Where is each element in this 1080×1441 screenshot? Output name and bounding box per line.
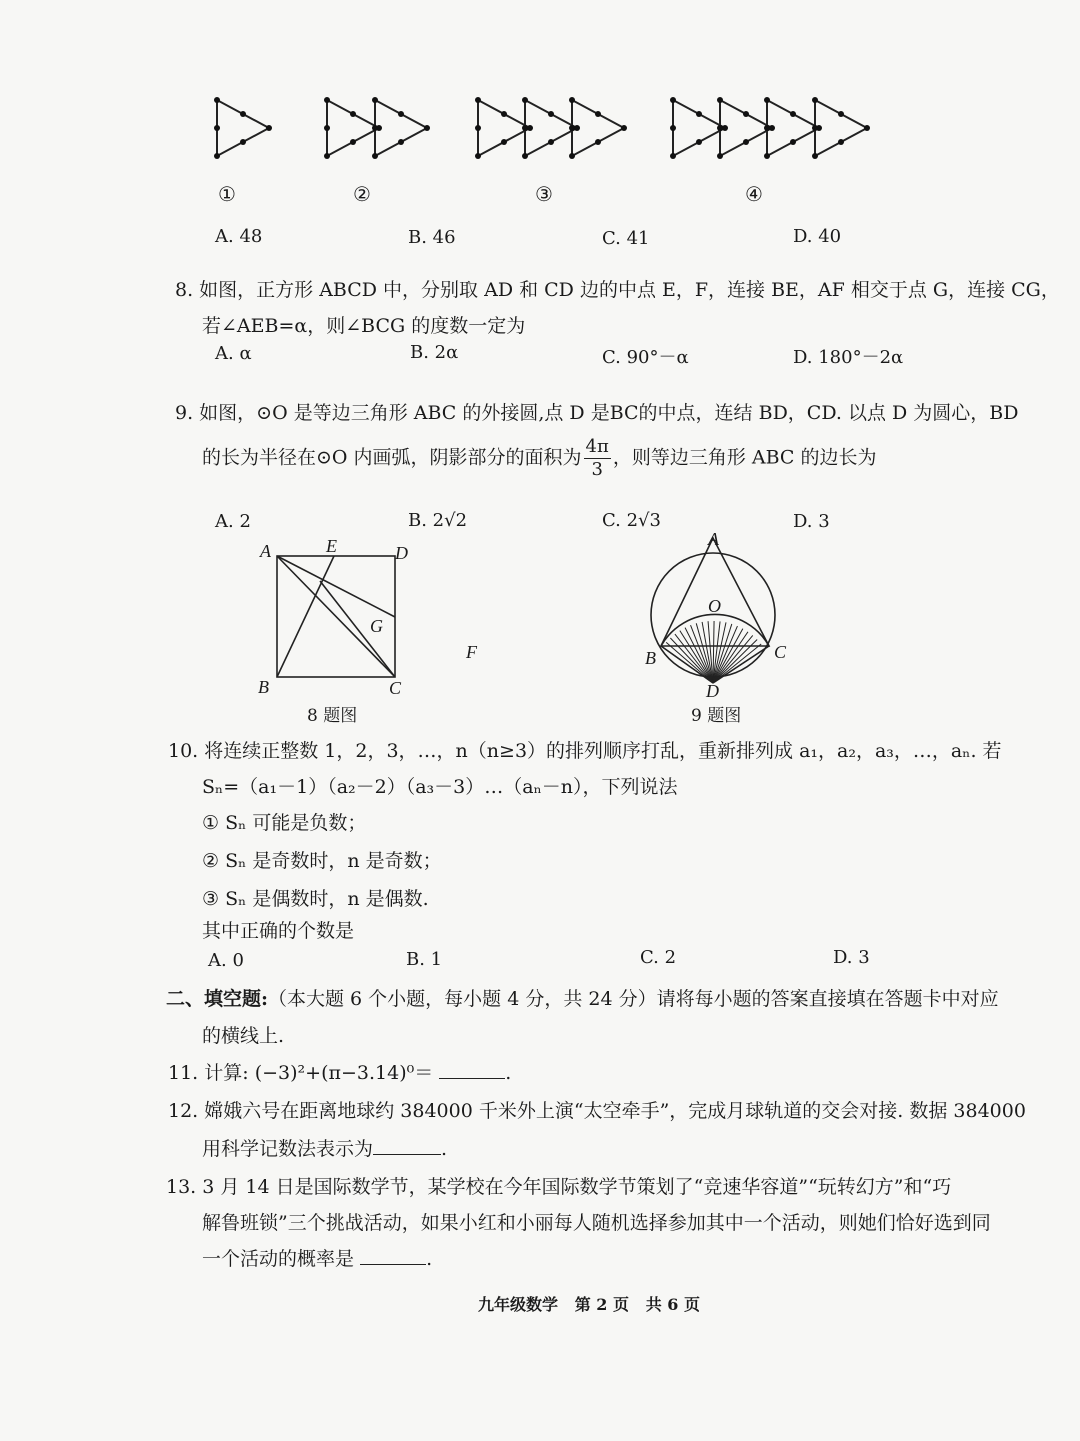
q10-item-1: ① Sₙ 可能是负数； xyxy=(202,812,367,834)
pattern-label-2: ② xyxy=(353,182,371,206)
q8-line-2: 若∠AEB=α，则∠BCG 的度数一定为 xyxy=(202,315,526,337)
q8-option-a[interactable]: A. α xyxy=(215,343,252,364)
q10-option-c[interactable]: C. 2 xyxy=(640,947,677,968)
q7-option-d[interactable]: D. 40 xyxy=(793,226,842,247)
q10-line-2: Sₙ=（a₁－1）（a₂－2）（a₃－3）…（aₙ－n），下列说法 xyxy=(202,776,678,798)
section-2-text-2: 的横线上. xyxy=(202,1025,285,1047)
fig8-label-d: D xyxy=(395,543,408,563)
fig9-label-b: B xyxy=(645,648,656,668)
fig8-label-e: E xyxy=(326,536,337,556)
section-2-heading-line xyxy=(166,984,999,1011)
q12-line-2 xyxy=(202,1134,447,1161)
page-footer: 九年级数学 第 2 页 共 6 页 xyxy=(478,1295,700,1314)
q10-item-3: ③ Sₙ 是偶数时，n 是偶数. xyxy=(202,888,429,910)
q13-line-3-text: 一个活动的概率是 xyxy=(202,1248,355,1270)
q9-option-d[interactable]: D. 3 xyxy=(793,511,830,532)
q8-option-b[interactable]: B. 2α xyxy=(410,342,459,363)
fig8-label-g: G xyxy=(370,616,383,636)
q10-option-b[interactable]: B. 1 xyxy=(406,949,443,970)
q10-line-1: 10. 将连续正整数 1，2，3，…，n（n≥3）的排列顺序打乱，重新排列成 a₁，a₂，a₃，…，aₙ. 若 xyxy=(168,740,1002,762)
q13-end: . xyxy=(426,1248,433,1270)
q13-line-3 xyxy=(202,1244,432,1271)
shade-line xyxy=(662,647,713,683)
q9-fraction-numerator: 4π xyxy=(585,436,609,457)
fig8-label-b: B xyxy=(258,677,269,697)
q10-item-2: ② Sₙ 是奇数时，n 是奇数； xyxy=(202,850,442,872)
q12-line-2-text: 用科学记数法表示为 xyxy=(202,1138,374,1160)
q7-option-c[interactable]: C. 41 xyxy=(602,228,650,249)
q10-option-d[interactable]: D. 3 xyxy=(833,947,870,968)
fig9-label-a: A xyxy=(708,529,719,549)
q9-option-c[interactable]: C. 2√3 xyxy=(602,510,661,531)
q9-line-2-post: ，则等边三角形 ABC 的边长为 xyxy=(612,446,877,469)
fig9-label-d: D xyxy=(706,681,719,701)
q7-option-a[interactable]: A. 48 xyxy=(215,226,263,247)
fig9-label-c: C xyxy=(774,642,787,662)
section-2-text: （本大题 6 个小题，每小题 4 分，共 24 分）请将每小题的答案直接填在答题卡中对应 xyxy=(268,988,999,1010)
pattern-label-1: ① xyxy=(218,182,236,206)
shade-line xyxy=(675,634,713,683)
fig8-label-c: C xyxy=(389,678,402,698)
section-2-heading: 二、填空题: xyxy=(166,988,269,1010)
triangle-abc xyxy=(661,538,769,646)
q8-option-c[interactable]: C. 90°－α xyxy=(602,347,689,368)
fig9-caption: 9 题图 xyxy=(691,706,742,726)
q9-line-1: 9. 如图，⊙O 是等边三角形 ABC 的外接圆,点 D 是BC的中点，连结 BD，CD. 以点 D 为圆心，BD xyxy=(175,402,1019,424)
shaded-region xyxy=(662,621,764,683)
q11-text: 11. 计算: (−3)²+(π−3.14)⁰＝ xyxy=(168,1062,434,1084)
q11-line xyxy=(168,1058,511,1085)
q11-answer-blank[interactable] xyxy=(439,1062,505,1079)
q8-option-d[interactable]: D. 180°－2α xyxy=(793,347,904,368)
q9-option-b[interactable]: B. 2√2 xyxy=(408,510,468,531)
q9-fraction-denominator: 3 xyxy=(591,459,603,480)
fig8-label-f: F xyxy=(466,642,477,662)
q12-answer-blank[interactable] xyxy=(373,1138,441,1155)
q12-end: . xyxy=(441,1138,448,1160)
q13-answer-blank[interactable] xyxy=(360,1248,426,1265)
fig9-label-o: O xyxy=(708,596,721,616)
q12-line-1: 12. 嫦娥六号在距离地球约 384000 千米外上演“太空牵手”，完成月球轨道的交会对接. 数据 384000 xyxy=(168,1100,1026,1122)
fig8-caption: 8 题图 xyxy=(307,706,358,726)
q9-option-a[interactable]: A. 2 xyxy=(215,511,251,532)
q10-option-a[interactable]: A. 0 xyxy=(208,950,244,971)
q13-line-1: 13. 3 月 14 日是国际数学节，某学校在今年国际数学节策划了“竞速华容道”“玩转幻方”和“巧 xyxy=(166,1176,952,1198)
q10-question: 其中正确的个数是 xyxy=(202,920,355,942)
q7-option-b[interactable]: B. 46 xyxy=(408,227,456,248)
pattern-label-3: ③ xyxy=(535,182,553,206)
fig8-label-a: A xyxy=(260,541,271,561)
arc-centered-d xyxy=(661,614,769,646)
q9-line-2-pre: 的长为半径在⊙O 内画弧，阴影部分的面积为 xyxy=(202,446,582,469)
pattern-label-4: ④ xyxy=(745,182,763,206)
q11-end: . xyxy=(505,1062,512,1084)
q8-line-1: 8. 如图，正方形 ABCD 中，分别取 AD 和 CD 边的中点 E，F，连接 BE，AF 相交于点 G，连接 CG， xyxy=(175,279,1060,301)
q13-line-2: 解鲁班锁”三个挑战活动，如果小红和小丽每人随机选择参加其中一个活动，则她们恰好选到同 xyxy=(202,1212,991,1234)
shade-line xyxy=(713,635,753,683)
